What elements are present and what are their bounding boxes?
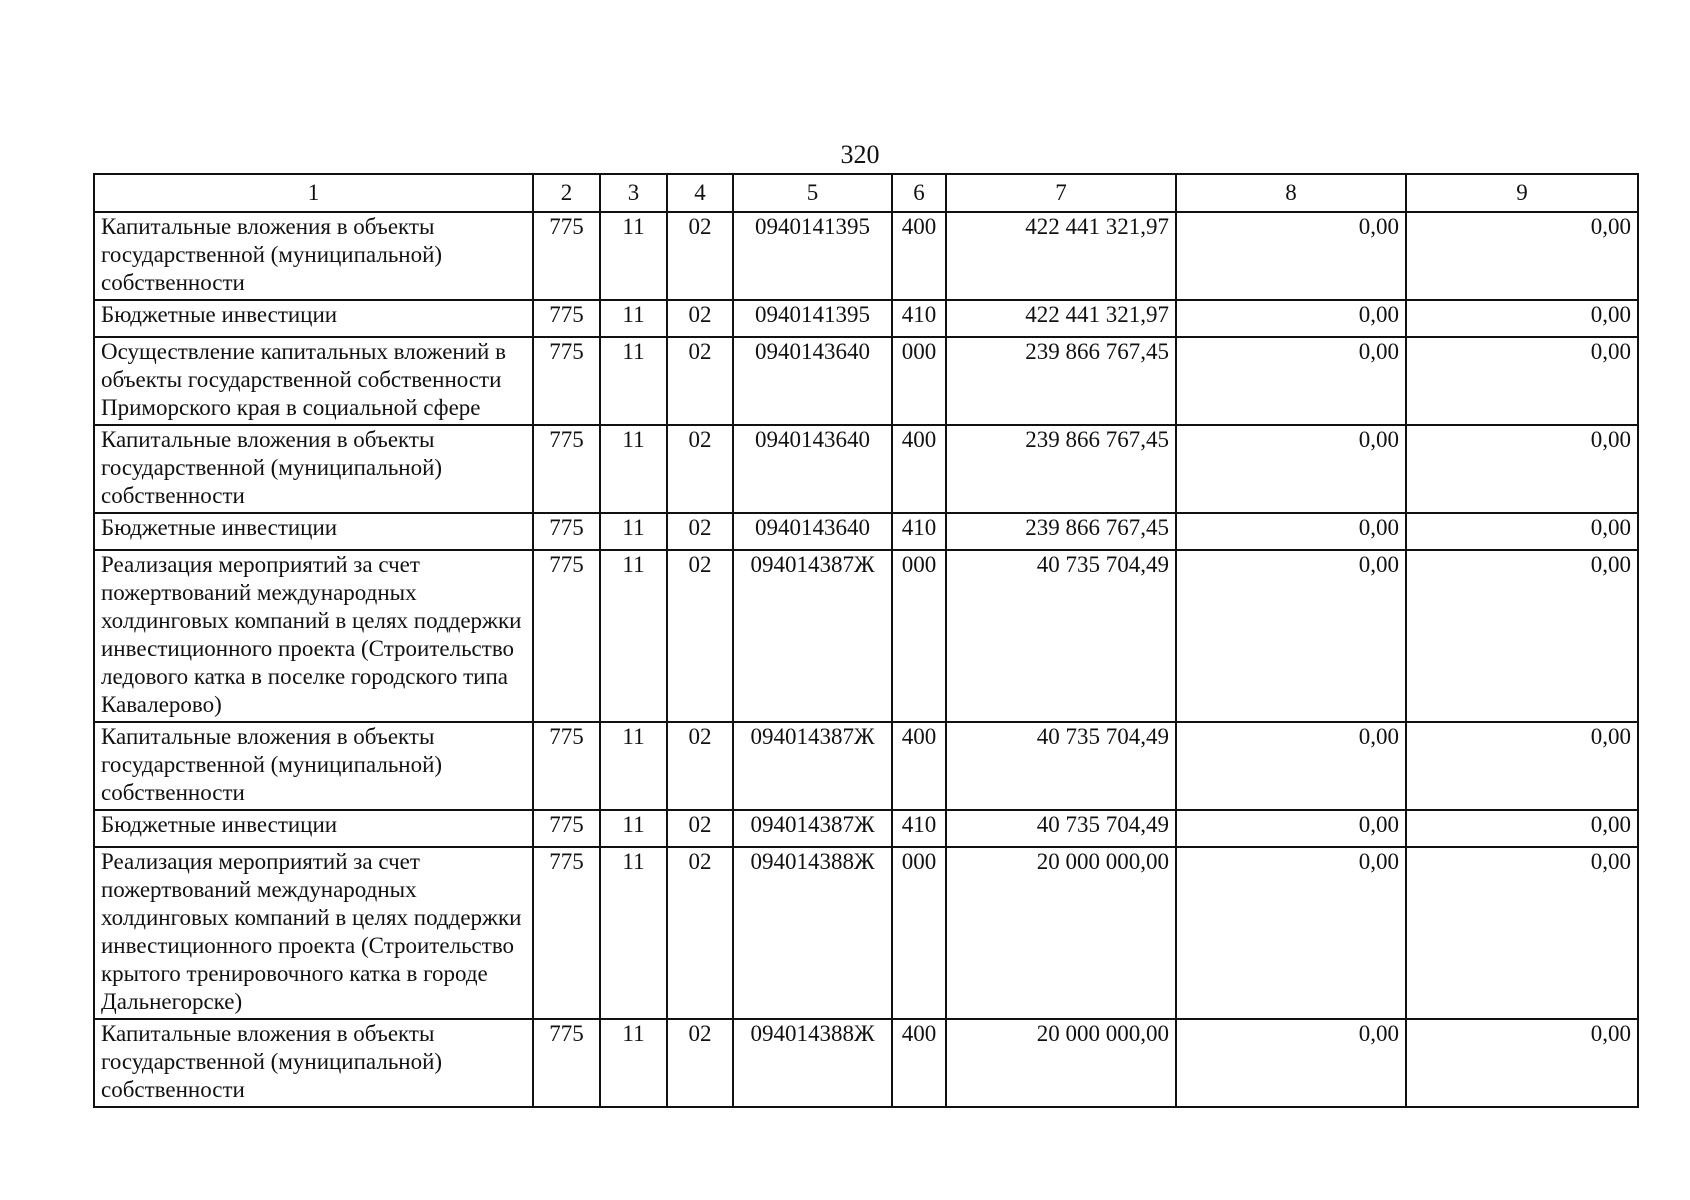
row-col-3: 11 xyxy=(600,513,667,550)
page-number: 320 xyxy=(840,140,880,169)
row-col-2: 775 xyxy=(533,425,600,513)
row-col-7: 20 000 000,00 xyxy=(946,1019,1176,1107)
row-name: Осуществление капитальных вложений в объекты государственной собственности Приморского края в социальной сфере xyxy=(94,337,533,425)
row-col-7: 239 866 767,45 xyxy=(946,337,1176,425)
row-name: Капитальные вложения в объекты государственной (муниципальной) собственности xyxy=(94,212,533,300)
row-col-7: 422 441 321,97 xyxy=(946,300,1176,337)
row-col-7: 40 735 704,49 xyxy=(946,550,1176,722)
row-col-3: 11 xyxy=(600,847,667,1019)
row-col-8: 0,00 xyxy=(1176,212,1406,300)
row-col-4: 02 xyxy=(667,810,733,847)
row-col-2: 775 xyxy=(533,550,600,722)
row-col-7: 20 000 000,00 xyxy=(946,847,1176,1019)
row-col-4: 02 xyxy=(667,513,733,550)
row-col-2: 775 xyxy=(533,810,600,847)
row-col-9: 0,00 xyxy=(1406,810,1638,847)
header-col-3: 3 xyxy=(600,174,667,212)
row-col-6: 400 xyxy=(892,425,946,513)
row-col-9: 0,00 xyxy=(1406,337,1638,425)
row-col-7: 422 441 321,97 xyxy=(946,212,1176,300)
row-name: Реализация мероприятий за счет пожертвований международных холдинговых компаний в целях поддержки инвестиционного проекта (Строительство ледового катка в поселке городского типа Кавалерово) xyxy=(94,550,533,722)
row-col-7: 239 866 767,45 xyxy=(946,513,1176,550)
row-col-4: 02 xyxy=(667,300,733,337)
row-col-4: 02 xyxy=(667,212,733,300)
row-col-7: 40 735 704,49 xyxy=(946,810,1176,847)
table-row xyxy=(94,513,1638,550)
row-col-8: 0,00 xyxy=(1176,847,1406,1019)
row-col-3: 11 xyxy=(600,722,667,810)
row-col-6: 400 xyxy=(892,1019,946,1107)
row-col-9: 0,00 xyxy=(1406,847,1638,1019)
table-row xyxy=(94,1019,1638,1107)
row-col-4: 02 xyxy=(667,847,733,1019)
row-name: Капитальные вложения в объекты государственной (муниципальной) собственности xyxy=(94,425,533,513)
row-name: Реализация мероприятий за счет пожертвований международных холдинговых компаний в целях поддержки инвестиционного проекта (Строительство крытого тренировочного катка в городе Дальнегорске) xyxy=(94,847,533,1019)
header-col-4: 4 xyxy=(667,174,733,212)
row-col-2: 775 xyxy=(533,337,600,425)
header-col-6: 6 xyxy=(892,174,946,212)
table-row xyxy=(94,337,1638,425)
row-col-7: 239 866 767,45 xyxy=(946,425,1176,513)
row-col-5: 094014387Ж xyxy=(733,810,892,847)
row-col-5: 094014387Ж xyxy=(733,550,892,722)
header-col-5: 5 xyxy=(733,174,892,212)
row-col-6: 000 xyxy=(892,847,946,1019)
row-col-5: 0940143640 xyxy=(733,425,892,513)
row-col-8: 0,00 xyxy=(1176,810,1406,847)
row-col-5: 0940143640 xyxy=(733,513,892,550)
row-col-8: 0,00 xyxy=(1176,337,1406,425)
row-col-5: 094014388Ж xyxy=(733,1019,892,1107)
row-col-9: 0,00 xyxy=(1406,425,1638,513)
row-col-2: 775 xyxy=(533,847,600,1019)
row-name: Капитальные вложения в объекты государственной (муниципальной) собственности xyxy=(94,722,533,810)
table-body xyxy=(94,212,1638,1107)
row-col-3: 11 xyxy=(600,550,667,722)
row-col-9: 0,00 xyxy=(1406,212,1638,300)
table-row xyxy=(94,425,1638,513)
row-col-2: 775 xyxy=(533,300,600,337)
table-row xyxy=(94,550,1638,722)
row-col-3: 11 xyxy=(600,337,667,425)
header-col-2: 2 xyxy=(533,174,600,212)
row-col-8: 0,00 xyxy=(1176,550,1406,722)
table-row xyxy=(94,212,1638,300)
row-col-7: 40 735 704,49 xyxy=(946,722,1176,810)
header-col-1: 1 xyxy=(94,174,533,212)
row-name: Бюджетные инвестиции xyxy=(94,300,533,337)
row-col-6: 000 xyxy=(892,550,946,722)
row-name: Капитальные вложения в объекты государственной (муниципальной) собственности xyxy=(94,1019,533,1107)
row-col-9: 0,00 xyxy=(1406,300,1638,337)
row-col-8: 0,00 xyxy=(1176,1019,1406,1107)
row-col-9: 0,00 xyxy=(1406,550,1638,722)
row-col-6: 410 xyxy=(892,513,946,550)
row-col-6: 400 xyxy=(892,212,946,300)
row-col-3: 11 xyxy=(600,1019,667,1107)
table-row xyxy=(94,300,1638,337)
budget-table xyxy=(93,173,1639,1108)
row-col-3: 11 xyxy=(600,425,667,513)
row-col-4: 02 xyxy=(667,722,733,810)
row-col-2: 775 xyxy=(533,513,600,550)
row-col-8: 0,00 xyxy=(1176,300,1406,337)
header-col-8: 8 xyxy=(1176,174,1406,212)
row-col-4: 02 xyxy=(667,425,733,513)
row-col-9: 0,00 xyxy=(1406,722,1638,810)
header-col-9: 9 xyxy=(1406,174,1638,212)
row-name: Бюджетные инвестиции xyxy=(94,513,533,550)
row-col-5: 0940143640 xyxy=(733,337,892,425)
header-row xyxy=(94,174,1638,212)
row-col-2: 775 xyxy=(533,212,600,300)
row-name: Бюджетные инвестиции xyxy=(94,810,533,847)
row-col-8: 0,00 xyxy=(1176,722,1406,810)
row-col-3: 11 xyxy=(600,300,667,337)
row-col-3: 11 xyxy=(600,810,667,847)
row-col-5: 0940141395 xyxy=(733,300,892,337)
row-col-9: 0,00 xyxy=(1406,1019,1638,1107)
row-col-9: 0,00 xyxy=(1406,513,1638,550)
table-header xyxy=(94,174,1638,212)
row-col-8: 0,00 xyxy=(1176,513,1406,550)
row-col-5: 094014387Ж xyxy=(733,722,892,810)
table-row xyxy=(94,847,1638,1019)
table-row xyxy=(94,722,1638,810)
header-col-7: 7 xyxy=(946,174,1176,212)
row-col-4: 02 xyxy=(667,337,733,425)
table-row xyxy=(94,810,1638,847)
row-col-2: 775 xyxy=(533,722,600,810)
row-col-5: 0940141395 xyxy=(733,212,892,300)
row-col-6: 410 xyxy=(892,300,946,337)
row-col-6: 410 xyxy=(892,810,946,847)
row-col-2: 775 xyxy=(533,1019,600,1107)
row-col-6: 000 xyxy=(892,337,946,425)
row-col-5: 094014388Ж xyxy=(733,847,892,1019)
row-col-3: 11 xyxy=(600,212,667,300)
row-col-8: 0,00 xyxy=(1176,425,1406,513)
row-col-6: 400 xyxy=(892,722,946,810)
row-col-4: 02 xyxy=(667,550,733,722)
row-col-4: 02 xyxy=(667,1019,733,1107)
